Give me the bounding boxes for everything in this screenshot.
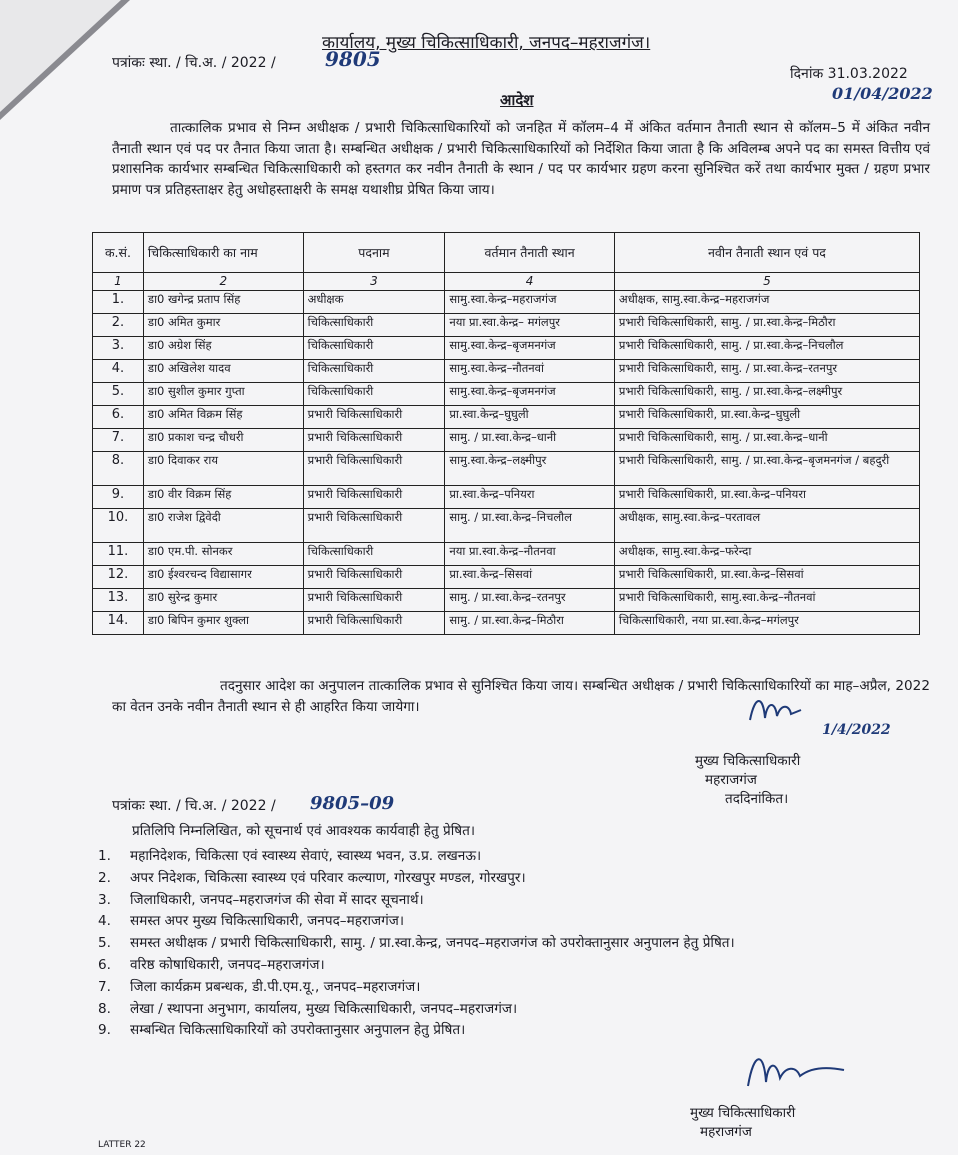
current-posting-cell: प्रा.स्वा.केन्द्र–घुघुली [445,406,615,429]
list-item [98,868,938,890]
table-row [93,429,920,452]
column-number: 5 [614,273,919,291]
list-item [98,1020,938,1042]
table-row [93,486,920,509]
serial-cell: 10. [93,509,144,543]
name-cell: डा0 अमित कुमार [143,314,303,337]
list-item [98,911,938,933]
post-cell: चिकित्साधिकारी [303,383,445,406]
footer-code: LATTER 22 [98,1140,146,1150]
list-item-text: जिला कार्यक्रम प्रबन्धक, डी.पी.एम.यू., जनपद–महराजगंज। [130,978,421,995]
column-number: 2 [143,273,303,291]
post-cell: चिकित्साधिकारी [303,360,445,383]
folded-corner-flap [0,0,121,112]
table-row [93,406,920,429]
current-posting-cell: सामु.स्वा.केन्द्र–बृजमनगंज [445,337,615,360]
post-cell: प्रभारी चिकित्साधिकारी [303,486,445,509]
new-posting-cell: प्रभारी चिकित्साधिकारी, प्रा.स्वा.केन्द्र–सिसवां [614,566,919,589]
current-posting-cell: सामु. / प्रा.स्वा.केन्द्र–रतनपुर [445,589,615,612]
signatory-designation: मुख्य चिकित्साधिकारी [690,1105,796,1121]
new-posting-cell: प्रभारी चिकित्साधिकारी, प्रा.स्वा.केन्द्र–घुघुली [614,406,919,429]
serial-cell: 4. [93,360,144,383]
header-new-posting: नवीन तैनाती स्थान एवं पद [614,233,919,273]
list-item-text: समस्त अधीक्षक / प्रभारी चिकित्साधिकारी, सामु. / प्रा.स्वा.केन्द्र, जनपद–महराजगंज को उपरोक्तानुसार अनुपालन हेतु प्रेषित। [130,935,735,952]
list-item [98,933,938,955]
serial-cell: 1. [93,291,144,314]
name-cell: डा0 अमित विक्रम सिंह [143,406,303,429]
name-cell: डा0 राजेश द्विवेदी [143,509,303,543]
list-item [98,999,938,1021]
table-row [93,337,920,360]
copy-reference-handwritten: 9805–09 [310,793,395,814]
serial-cell: 11. [93,543,144,566]
name-cell: डा0 प्रकाश चन्द्र चौधरी [143,429,303,452]
current-posting-cell: सामु.स्वा.केन्द्र–नौतनवां [445,360,615,383]
list-item-number: 1. [98,848,111,864]
new-posting-cell: चिकित्साधिकारी, नया प्रा.स्वा.केन्द्र–मगंलपुर [614,612,919,635]
post-cell: प्रभारी चिकित्साधिकारी [303,589,445,612]
current-posting-cell: नया प्रा.स्वा.केन्द्र–नौतनवा [445,543,615,566]
transfer-table [92,232,920,635]
column-number: 1 [93,273,144,291]
intro-paragraph: तात्कालिक प्रभाव से निम्न अधीक्षक / प्रभारी चिकित्साधिकारियों को जनहित में कॉलम–4 में अंकित वर्तमान तैनाती स्थान से कॉलम–5 में अंकित नवीन तैनाती स्थान एवं पद पर तैनात किया जाता है। सम्बन्धित अधीक्षक / प्रभारी चिकित्साधिकारियों को निर्देशित किया जाता है कि अविलम्ब अपने पद का समस्त वित्तीय एवं प्रशासनिक कार्यभार सम्बन्धित चिकित्साधिकारी को हस्तगत कर नवीन तैनाती के स्थान / पद पर कार्यभार ग्रहण करना सुनिश्चित करें तथा कार्यभार मुक्त / ग्रहण प्रभार प्रमाण पत्र प्रतिहस्ताक्षर हेतु अधोहस्ताक्षरी के समक्ष यथाशीघ्र प्रेषित किया जाय। [112,120,930,198]
signature-block-2 [690,1104,795,1142]
new-posting-cell: प्रभारी चिकित्साधिकारी, सामु. / प्रा.स्वा.केन्द्र–निचलौल [614,337,919,360]
table-row [93,543,920,566]
list-item-text: महानिदेशक, चिकित्सा एवं स्वास्थ्य सेवाएं, स्वास्थ्य भवन, उ.प्र. लखनऊ। [130,848,482,864]
reference-number: पत्रांकः स्था. / चि.अ. / 2022 / [112,55,276,71]
list-item-number: 7. [98,978,111,995]
signatory-district: महराजगंज [700,1124,752,1140]
new-posting-cell: प्रभारी चिकित्साधिकारी, प्रा.स्वा.केन्द्र–पनियरा [614,486,919,509]
list-item-text: सम्बन्धित चिकित्साधिकारियों को उपरोक्तानुसार अनुपालन हेतु प्रेषित। [130,1022,466,1039]
reference-handwritten: 9805 [325,47,381,71]
new-posting-cell: प्रभारी चिकित्साधिकारी, सामु. / प्रा.स्वा.केन्द्र–लक्ष्मीपुर [614,383,919,406]
name-cell: डा0 खगेन्द्र प्रताप सिंह [143,291,303,314]
post-cell: प्रभारी चिकित्साधिकारी [303,509,445,543]
name-cell: डा0 सुरेन्द्र कुमार [143,589,303,612]
column-number-row [93,273,920,291]
list-item-number: 6. [98,956,111,973]
post-cell: प्रभारी चिकित्साधिकारी [303,452,445,486]
serial-cell: 5. [93,383,144,406]
signature-1-date: 1/4/2022 [822,722,891,738]
serial-cell: 9. [93,486,144,509]
name-cell: डा0 सुशील कुमार गुप्ता [143,383,303,406]
list-item-number: 4. [98,913,111,930]
list-item-text: वरिष्ठ कोषाधिकारी, जनपद–महराजगंज। [130,956,325,973]
signature-scribble-icon [740,1046,850,1096]
copy-intro: प्रतिलिपि निम्नलिखित, को सूचनार्थ एवं आवश्यक कार्यवाही हेतु प्रेषित। [132,823,475,839]
current-posting-cell: सामु. / प्रा.स्वा.केन्द्र–मिठौरा [445,612,615,635]
signature-scribble-icon [745,690,805,730]
serial-cell: 2. [93,314,144,337]
post-cell: प्रभारी चिकित्साधिकारी [303,429,445,452]
table-row [93,509,920,543]
office-title: कार्यालय, मुख्य चिकित्साधिकारी, जनपद–महराजगंज। [322,33,651,53]
table-row [93,612,920,635]
copy-recipient-list [98,846,938,1042]
new-posting-cell: प्रभारी चिकित्साधिकारी, सामु.स्वा.केन्द्र–नौतनवां [614,589,919,612]
new-posting-cell: अधीक्षक, सामु.स्वा.केन्द्र–फरेन्दा [614,543,919,566]
list-item-text: जिलाधिकारी, जनपद–महराजगंज की सेवा में सादर सूचनार्थ। [130,891,424,908]
new-posting-cell: प्रभारी चिकित्साधिकारी, सामु. / प्रा.स्वा.केन्द्र–रतनपुर [614,360,919,383]
name-cell: डा0 ईश्वरचन्द विद्यासागर [143,566,303,589]
serial-cell: 8. [93,452,144,486]
list-item-text: समस्त अपर मुख्य चिकित्साधिकारी, जनपद–महराजगंज। [130,913,404,930]
serial-cell: 3. [93,337,144,360]
new-posting-cell: अधीक्षक, सामु.स्वा.केन्द्र–परतावल [614,509,919,543]
table-row [93,452,920,486]
table-row [93,314,920,337]
signature-1-handwritten [745,690,805,737]
post-cell: चिकित्साधिकारी [303,314,445,337]
new-posting-cell: प्रभारी चिकित्साधिकारी, सामु. / प्रा.स्वा.केन्द्र–बृजमनगंज / बहदुरी [614,452,919,486]
serial-cell: 12. [93,566,144,589]
table-row [93,589,920,612]
serial-cell: 14. [93,612,144,635]
serial-cell: 13. [93,589,144,612]
signatory-district: महराजगंज [705,772,757,788]
serial-cell: 7. [93,429,144,452]
header-post: पदनाम [303,233,445,273]
table-header-row [93,233,920,273]
name-cell: डा0 अखिलेश यादव [143,360,303,383]
date-label: दिनांक 31.03.2022 [790,66,908,82]
name-cell: डा0 बिपिन कुमार शुक्ला [143,612,303,635]
current-posting-cell: नया प्रा.स्वा.केन्द्र– मगंलपुर [445,314,615,337]
signatory-designation: मुख्य चिकित्साधिकारी [695,753,801,769]
list-item-text: अपर निदेशक, चिकित्सा स्वास्थ्य एवं परिवार कल्याण, गोरखपुर मण्डल, गोरखपुर। [130,869,526,886]
header-serial: क.सं. [93,233,144,273]
list-item-number: 2. [98,869,111,886]
table-row [93,360,920,383]
post-cell: अधीक्षक [303,291,445,314]
post-cell: प्रभारी चिकित्साधिकारी [303,406,445,429]
post-cell: चिकित्साधिकारी [303,543,445,566]
list-item-number: 3. [98,891,111,908]
signature-block-1 [695,752,800,809]
list-item-number: 9. [98,1022,111,1039]
post-cell: चिकित्साधिकारी [303,337,445,360]
table-row [93,566,920,589]
list-item-text: लेखा / स्थापना अनुभाग, कार्यालय, मुख्य चिकित्साधिकारी, जनपद–महराजगंज। [130,1000,518,1017]
order-heading: आदेश [500,91,534,109]
signature-2-handwritten [740,1046,850,1103]
copy-reference-number: पत्रांकः स्था. / चि.अ. / 2022 / [112,798,276,814]
list-item [98,846,938,868]
list-item-number: 5. [98,935,111,952]
header-current-posting: वर्तमान तैनाती स्थान [445,233,615,273]
name-cell: डा0 वीर विक्रम सिंह [143,486,303,509]
column-number: 3 [303,273,445,291]
current-posting-cell: सामु. / प्रा.स्वा.केन्द्र–धानी [445,429,615,452]
compliance-paragraph: तदनुसार आदेश का अनुपालन तात्कालिक प्रभाव से सुनिश्चित किया जाय। सम्बन्धित अधीक्षक / प्रभारी चिकित्साधिकारियों का माह–अप्रैल, 2022 का वेतन उनके नवीन तैनाती स्थान से ही आहरित किया जायेगा। [112,678,930,715]
current-posting-cell: सामु.स्वा.केन्द्र–लक्ष्मीपुर [445,452,615,486]
header-name: चिकित्साधिकारी का नाम [143,233,303,273]
column-number: 4 [445,273,615,291]
list-item [98,890,938,912]
date-handwritten: 01/04/2022 [832,84,933,103]
table-row [93,383,920,406]
post-cell: प्रभारी चिकित्साधिकारी [303,612,445,635]
new-posting-cell: प्रभारी चिकित्साधिकारी, सामु. / प्रा.स्वा.केन्द्र–धानी [614,429,919,452]
post-cell: प्रभारी चिकित्साधिकारी [303,566,445,589]
list-item-number: 8. [98,1000,111,1017]
serial-cell: 6. [93,406,144,429]
table-row [93,291,920,314]
name-cell: डा0 दिवाकर राय [143,452,303,486]
current-posting-cell: प्रा.स्वा.केन्द्र–सिसवां [445,566,615,589]
name-cell: डा0 एम.पी. सोनकर [143,543,303,566]
current-posting-cell: सामु.स्वा.केन्द्र–महराजगंज [445,291,615,314]
current-posting-cell: सामु. / प्रा.स्वा.केन्द्र–निचलौल [445,509,615,543]
name-cell: डा0 अग्रेश सिंह [143,337,303,360]
current-posting-cell: सामु.स्वा.केन्द्र–बृजमनगंज [445,383,615,406]
list-item [98,955,938,977]
new-posting-cell: प्रभारी चिकित्साधिकारी, सामु. / प्रा.स्वा.केन्द्र–मिठौरा [614,314,919,337]
list-item [98,977,938,999]
current-posting-cell: प्रा.स्वा.केन्द्र–पनियरा [445,486,615,509]
signatory-same-date: तददिनांकित। [725,791,789,807]
new-posting-cell: अधीक्षक, सामु.स्वा.केन्द्र–महराजगंज [614,291,919,314]
